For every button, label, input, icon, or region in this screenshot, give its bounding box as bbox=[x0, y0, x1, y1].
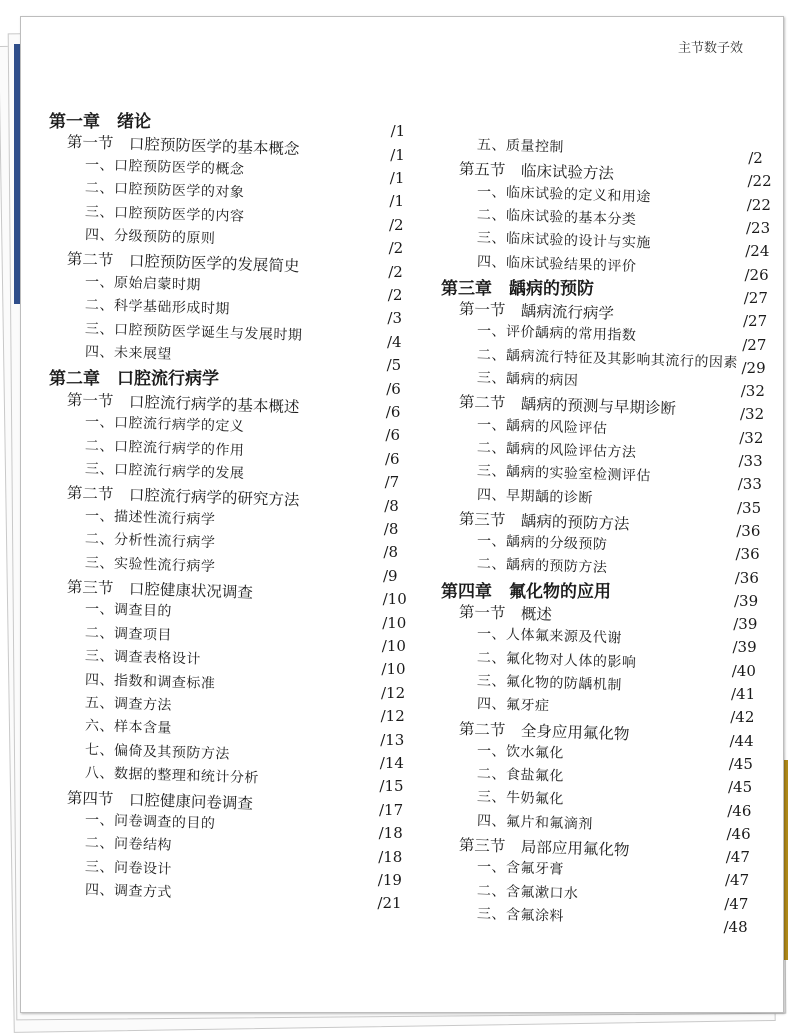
toc-entry-title: 一、描述性流行病学 bbox=[84, 507, 216, 528]
toc-page-number: /40 bbox=[731, 661, 756, 680]
toc-entry-title: 三、龋病的病因 bbox=[476, 370, 579, 390]
toc-entry-title: 第二章 口腔流行病学 bbox=[49, 369, 219, 390]
toc-page-number: /32 bbox=[740, 405, 765, 424]
toc-entry-title: 一、饮水氟化 bbox=[476, 742, 565, 762]
toc-entry-title: 第二节 口腔流行病学的研究方法 bbox=[66, 484, 300, 510]
toc-page-number: /21 bbox=[377, 894, 402, 913]
toc-page-number: /47 bbox=[724, 894, 749, 913]
toc-page-number: /47 bbox=[725, 848, 750, 867]
toc-entry-title: 四、临床试验结果的评价 bbox=[476, 253, 637, 275]
toc-page-number: /8 bbox=[383, 520, 399, 538]
toc-page-number: /10 bbox=[381, 660, 406, 679]
toc-page-number: /10 bbox=[382, 590, 407, 609]
toc-entry-title: 第二节 龋病的预测与早期诊断 bbox=[458, 393, 677, 419]
toc-page-number: /2 bbox=[388, 262, 403, 281]
toc-entry-title: 二、含氟漱口水 bbox=[476, 882, 579, 902]
toc-page-number: /2 bbox=[748, 149, 763, 168]
toc-entry-title: 一、问卷调查的目的 bbox=[84, 812, 216, 833]
toc-page-number: /12 bbox=[380, 707, 405, 726]
toc-page-number: /6 bbox=[385, 426, 400, 445]
toc-entry-title: 三、问卷设计 bbox=[84, 858, 173, 878]
toc-page-number: /1 bbox=[389, 169, 405, 187]
toc-page-number: /4 bbox=[387, 332, 402, 351]
toc-entry-title: 第三节 局部应用氟化物 bbox=[458, 836, 630, 860]
toc-page bbox=[20, 16, 784, 1013]
toc-entry-title: 二、调查项目 bbox=[84, 624, 173, 644]
toc-entry-title: 一、评价龋病的常用指数 bbox=[476, 323, 637, 345]
toc-entry-title: 一、原始启蒙时期 bbox=[84, 273, 202, 294]
toc-page-number: /15 bbox=[379, 777, 404, 796]
toc-entry-title: 三、口腔预防医学的内容 bbox=[84, 203, 245, 225]
toc-entry-title: 第一节 概述 bbox=[458, 603, 553, 624]
toc-entry-title: 三、牛奶氟化 bbox=[476, 789, 565, 809]
toc-page-number: /33 bbox=[737, 475, 762, 494]
toc-page-number: /7 bbox=[384, 473, 400, 492]
toc-entry-title: 三、实验性流行病学 bbox=[84, 554, 216, 575]
toc-page-number: /47 bbox=[725, 871, 750, 890]
toc-page-number: /27 bbox=[743, 288, 768, 307]
toc-page-number: /32 bbox=[739, 428, 764, 447]
toc-page-number: /32 bbox=[740, 382, 765, 401]
toc-page-number: /19 bbox=[377, 871, 402, 889]
toc-page-number: /41 bbox=[731, 685, 756, 704]
toc-entry-title: 二、科学基础形成时期 bbox=[84, 297, 231, 318]
toc-page-number: /46 bbox=[726, 824, 751, 843]
toc-entry-title: 四、指数和调查标准 bbox=[84, 671, 216, 692]
toc-page-number: /9 bbox=[383, 566, 398, 585]
toc-entry-title: 二、问卷结构 bbox=[84, 835, 173, 855]
toc-page-number: /6 bbox=[385, 449, 400, 468]
toc-entry-title: 第五节 临床试验方法 bbox=[458, 160, 615, 184]
toc-page-number: /3 bbox=[387, 309, 402, 328]
toc-page-number: /35 bbox=[737, 498, 762, 517]
toc-page-number: /46 bbox=[727, 801, 752, 820]
toc-page-number: /44 bbox=[729, 731, 754, 750]
toc-entry-title: 第三节 口腔健康状况调查 bbox=[66, 578, 254, 602]
toc-page-number: /1 bbox=[390, 145, 405, 164]
toc-entry-title: 二、龋病流行特征及其影响其流行的因素 bbox=[476, 346, 739, 371]
toc-page-number: /23 bbox=[746, 219, 771, 238]
toc-entry-title: 四、分级预防的原则 bbox=[84, 227, 216, 248]
toc-entry-title: 四、早期龋的诊断 bbox=[476, 486, 594, 507]
toc-page-number: /6 bbox=[385, 403, 401, 421]
toc-page-number: /39 bbox=[734, 591, 759, 610]
toc-page-number: /45 bbox=[728, 778, 753, 797]
toc-page-number: /22 bbox=[746, 195, 771, 214]
toc-page-number: /36 bbox=[734, 568, 759, 587]
toc-page-number: /33 bbox=[738, 452, 763, 471]
toc-entry-title: 八、数据的整理和统计分析 bbox=[84, 765, 260, 787]
toc-entry-title: 七、偏倚及其预防方法 bbox=[84, 741, 231, 763]
toc-entry-title: 三、口腔流行病学的发展 bbox=[84, 461, 245, 483]
toc-entry-title: 一、人体氟来源及代谢 bbox=[476, 626, 623, 647]
toc-page-number: /5 bbox=[386, 356, 402, 375]
toc-page-number: /8 bbox=[384, 496, 399, 515]
toc-page-number: /2 bbox=[389, 215, 404, 234]
toc-page-number: /2 bbox=[387, 286, 403, 304]
toc-page-number: /42 bbox=[730, 708, 755, 727]
toc-entry-title: 六、样本含量 bbox=[84, 718, 173, 738]
toc-entry-title: 第四节 口腔健康问卷调查 bbox=[66, 788, 254, 813]
toc-entry-title: 第三节 龋病的预防方法 bbox=[458, 509, 630, 534]
toc-entry-title: 二、口腔流行病学的作用 bbox=[84, 437, 245, 459]
toc-page-number: /48 bbox=[723, 918, 748, 937]
toc-page-number: /8 bbox=[383, 543, 398, 562]
toc-entry-title: 二、食盐氟化 bbox=[476, 766, 565, 785]
toc-page-number: /18 bbox=[378, 824, 403, 843]
toc-entry-title: 三、临床试验的设计与实施 bbox=[476, 230, 652, 252]
toc-entry-title: 二、口腔预防医学的对象 bbox=[84, 180, 245, 202]
toc-page-number: /27 bbox=[742, 335, 767, 354]
toc-entry-title: 一、含氟牙膏 bbox=[476, 859, 565, 879]
toc-entry-title: 第一节 口腔预防医学的基本概念 bbox=[66, 133, 300, 159]
toc-page-number: /27 bbox=[743, 312, 768, 331]
toc-entry-title: 第一节 口腔流行病学的基本概述 bbox=[66, 390, 300, 417]
toc-page-number: /18 bbox=[378, 847, 403, 866]
toc-entry-title: 第一章 绪论 bbox=[49, 112, 151, 132]
toc-page-number: /26 bbox=[744, 265, 769, 284]
toc-entry-title: 五、质量控制 bbox=[476, 137, 565, 156]
toc-page-number: /10 bbox=[381, 637, 406, 655]
toc-page-number: /24 bbox=[745, 242, 770, 261]
toc-entry-title: 一、调查目的 bbox=[84, 601, 173, 621]
toc-page-number: /1 bbox=[390, 122, 406, 141]
toc-page-number: /14 bbox=[379, 754, 404, 772]
toc-page-number: /2 bbox=[388, 239, 404, 258]
toc-entry-title: 四、氟牙症 bbox=[476, 696, 550, 715]
toc-page-number: /22 bbox=[747, 172, 772, 191]
toc-entry-title: 二、龋病的预防方法 bbox=[476, 556, 608, 577]
toc-entry-title: 三、龋病的实验室检测评估 bbox=[476, 463, 652, 485]
toc-page-number: /1 bbox=[389, 192, 404, 211]
toc-page-number: /39 bbox=[733, 615, 758, 634]
toc-entry-title: 一、龋病的分级预防 bbox=[476, 533, 608, 554]
toc-entry-title: 第四章 氟化物的应用 bbox=[441, 581, 611, 602]
toc-entry-title: 五、调查方法 bbox=[84, 695, 173, 714]
toc-page-number: /36 bbox=[735, 545, 760, 564]
toc-page-number: /17 bbox=[379, 800, 404, 819]
toc-entry-title: 一、临床试验的定义和用途 bbox=[476, 183, 652, 206]
toc-entry-title: 四、氟片和氟滴剂 bbox=[476, 812, 594, 833]
toc-entry-title: 二、龋病的风险评估方法 bbox=[476, 439, 637, 461]
toc-entry-title: 二、临床试验的基本分类 bbox=[476, 206, 637, 228]
toc-page-number: /36 bbox=[736, 521, 761, 540]
toc-entry-title: 四、调查方式 bbox=[84, 882, 173, 901]
toc-entry-title: 三、含氟涂料 bbox=[476, 905, 565, 925]
toc-page-number: /13 bbox=[380, 730, 405, 749]
toc-entry-title: 第一节 龋病流行病学 bbox=[458, 300, 615, 323]
toc-page-number: /29 bbox=[741, 358, 766, 377]
toc-entry-title: 三、调查表格设计 bbox=[84, 648, 202, 668]
toc-entry-title: 三、口腔预防医学诞生与发展时期 bbox=[84, 320, 303, 344]
toc-page-number: /45 bbox=[728, 754, 753, 773]
toc-entry-title: 第二节 全身应用氟化物 bbox=[458, 719, 630, 743]
toc-entry-title: 二、氟化物对人体的影响 bbox=[476, 649, 637, 671]
toc-entry-title: 第二节 口腔预防医学的发展简史 bbox=[66, 250, 300, 276]
toc-page-number: /10 bbox=[382, 613, 407, 632]
running-header: 主节数子效 bbox=[677, 41, 743, 56]
toc-entry-title: 三、氟化物的防龋机制 bbox=[476, 672, 623, 694]
toc-page-number: /12 bbox=[381, 683, 406, 702]
toc-page-number: /6 bbox=[386, 379, 401, 398]
toc-entry-title: 一、口腔流行病学的定义 bbox=[84, 414, 245, 436]
toc-entry-title: 第三章 龋病的预防 bbox=[441, 278, 594, 299]
toc-entry-title: 二、分析性流行病学 bbox=[84, 531, 216, 552]
toc-entry-title: 一、口腔预防医学的概念 bbox=[84, 156, 245, 178]
toc-page-number: /39 bbox=[732, 638, 757, 657]
toc-entry-title: 一、龋病的风险评估 bbox=[476, 416, 608, 437]
toc-entry-title: 四、未来展望 bbox=[84, 344, 173, 363]
